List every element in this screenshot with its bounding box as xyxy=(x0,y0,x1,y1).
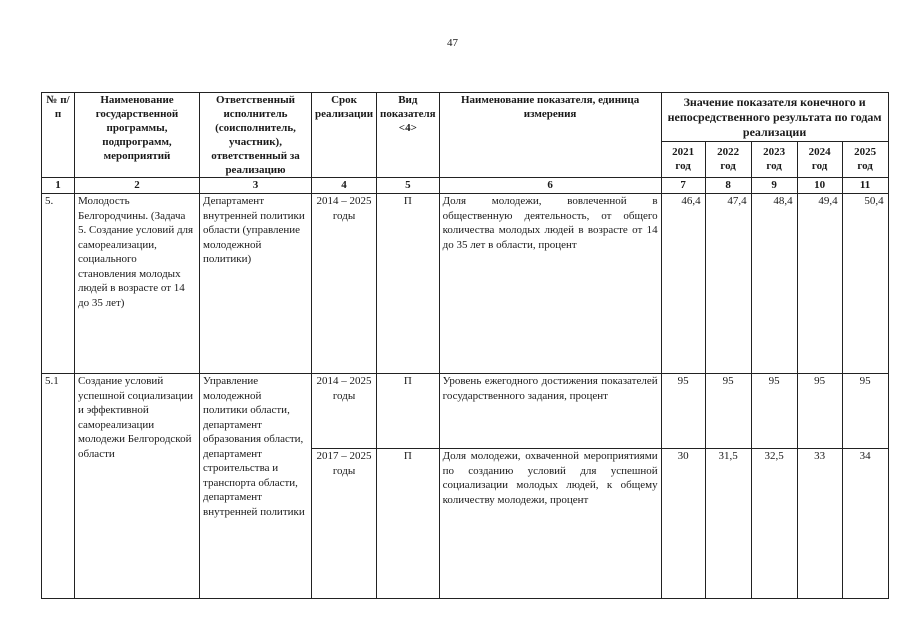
column-number: 11 xyxy=(842,178,888,194)
row-value-2022: 31,5 xyxy=(705,449,751,599)
row-value-2025: 50,4 xyxy=(842,194,888,374)
header-type: Вид показателя <4> xyxy=(377,93,440,178)
row-value-2024: 95 xyxy=(797,374,842,449)
header-num: № п/п xyxy=(42,93,75,178)
column-number: 9 xyxy=(751,178,797,194)
program-table xyxy=(41,92,889,599)
row-indicator: Доля молодежи, вовлеченной в общественную деятельность, от общего количества молодых людей в возрасте от 14 до 35 лет в области, процент xyxy=(439,194,661,374)
row-value-2022: 95 xyxy=(705,374,751,449)
row-term: 2014 – 2025 годы xyxy=(312,374,377,449)
row-program: Молодость Белгородчины. (Задача 5. Создание условий для самореализации, социального становления молодых людей в возрасте от 14 до 35 лет) xyxy=(75,194,200,374)
header-year-2022: 2022 год xyxy=(705,141,751,177)
header-year-2023: 2023 год xyxy=(751,141,797,177)
header-row-1 xyxy=(42,93,889,142)
header-values-group: Значение показателя конечного и непосредственного результата по годам реализации xyxy=(661,93,888,142)
row-value-2024: 33 xyxy=(797,449,842,599)
row-executor: Департамент внутренней политики области (управление молодежной политики) xyxy=(200,194,312,374)
column-number: 7 xyxy=(661,178,705,194)
table-row xyxy=(42,194,889,374)
header-year-2024: 2024 год xyxy=(797,141,842,177)
header-term: Срок реализации xyxy=(312,93,377,178)
row-value-2022: 47,4 xyxy=(705,194,751,374)
header-executor: Ответственный исполнитель (соисполнитель, участник), ответственный за реализацию xyxy=(200,93,312,178)
column-number: 6 xyxy=(439,178,661,194)
header-year-2021: 2021 год xyxy=(661,141,705,177)
row-type: П xyxy=(377,449,440,599)
column-number: 3 xyxy=(200,178,312,194)
row-num: 5.1 xyxy=(42,374,75,599)
row-value-2021: 30 xyxy=(661,449,705,599)
row-value-2023: 48,4 xyxy=(751,194,797,374)
row-program: Создание условий успешной социализации и эффективной самореализации молодежи Белгородской области xyxy=(75,374,200,599)
header-indicator: Наименование показателя, единица измерения xyxy=(439,93,661,178)
header-year-2025: 2025 год xyxy=(842,141,888,177)
row-executor: Управление молодежной политики области, департамент образования области, департамент строительства и транспорта области, департамент внутренней политики xyxy=(200,374,312,599)
row-term: 2014 – 2025 годы xyxy=(312,194,377,374)
column-number: 2 xyxy=(75,178,200,194)
column-number-row xyxy=(42,178,889,194)
row-indicator: Уровень ежегодного достижения показателей государственного задания, процент xyxy=(439,374,661,449)
column-number: 8 xyxy=(705,178,751,194)
row-num: 5. xyxy=(42,194,75,374)
column-number: 10 xyxy=(797,178,842,194)
row-type: П xyxy=(377,194,440,374)
row-indicator: Доля молодежи, охваченной мероприятиями по созданию условий для успешной социализации молодых людей, к общему количеству молодежи, процент xyxy=(439,449,661,599)
column-number: 4 xyxy=(312,178,377,194)
row-value-2023: 32,5 xyxy=(751,449,797,599)
row-value-2024: 49,4 xyxy=(797,194,842,374)
column-number: 1 xyxy=(42,178,75,194)
table-row xyxy=(42,374,889,449)
row-term: 2017 – 2025 годы xyxy=(312,449,377,599)
row-value-2025: 34 xyxy=(842,449,888,599)
row-type: П xyxy=(377,374,440,449)
row-value-2021: 46,4 xyxy=(661,194,705,374)
row-value-2021: 95 xyxy=(661,374,705,449)
row-value-2023: 95 xyxy=(751,374,797,449)
page-number: 47 xyxy=(447,37,458,49)
row-value-2025: 95 xyxy=(842,374,888,449)
header-program: Наименование государственной программы, подпрограмм, мероприятий xyxy=(75,93,200,178)
column-number: 5 xyxy=(377,178,440,194)
